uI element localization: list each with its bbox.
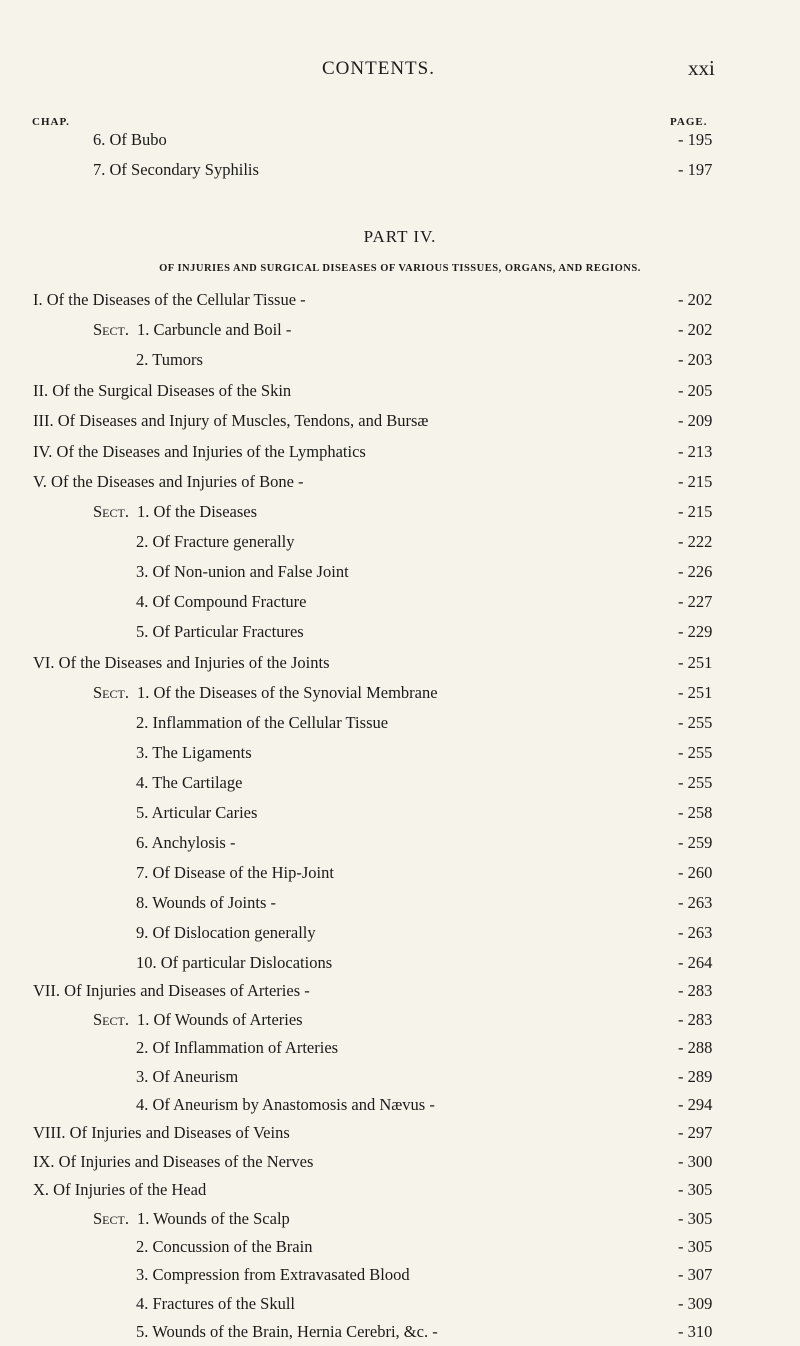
entry-number: 1.: [136, 1010, 154, 1029]
contents-entry: [0, 1233, 800, 1261]
entry-label: [136, 739, 252, 767]
entry-label: [136, 1091, 435, 1119]
entry-page: - 203: [678, 350, 713, 369]
entry-number: 3.: [136, 1067, 153, 1086]
contents-entry: [0, 769, 800, 797]
contents-entry: [0, 799, 800, 827]
entry-page: - 213: [678, 442, 713, 461]
entry-label: [136, 1290, 295, 1318]
entry-label: [93, 156, 259, 184]
entry-page: - 263: [678, 893, 713, 912]
contents-entry: [0, 156, 800, 184]
entry-page: - 294: [678, 1095, 713, 1114]
entry-title: Tumors: [152, 350, 203, 369]
entry-label: [33, 438, 366, 466]
entry-number: I.: [33, 290, 47, 309]
part-subtitle: OF INJURIES AND SURGICAL DISEASES OF VARIOUS TISSUES, ORGANS, AND REGIONS.: [159, 263, 641, 274]
entry-page: - 310: [678, 1322, 713, 1341]
entry-label: [136, 618, 304, 646]
contents-entry: [0, 468, 800, 496]
entry-number: 4.: [136, 773, 153, 792]
entry-number: 3.: [136, 1265, 153, 1284]
entry-label: [33, 977, 310, 1005]
entry-label: [136, 889, 276, 917]
entry-label: [33, 468, 304, 496]
entry-title: Of the Diseases: [153, 502, 258, 521]
entry-title: Of Inflammation of Arteries: [152, 1038, 339, 1057]
entry-number: VI.: [33, 653, 59, 672]
contents-entry: [0, 679, 800, 707]
entry-title: Of Injuries and Diseases of the Nerves: [58, 1152, 314, 1171]
contents-entry: [0, 588, 800, 616]
entry-page: - 289: [678, 1067, 713, 1086]
section-marker: Sect.: [93, 1209, 129, 1228]
chap-column-heading: CHAP.: [32, 116, 70, 128]
entry-number: 5.: [136, 622, 153, 641]
entry-label: [136, 1034, 338, 1062]
section-marker: Sect.: [93, 502, 129, 521]
entry-number: 2.: [136, 713, 153, 732]
entry-label: [136, 799, 257, 827]
entry-page: - 202: [678, 290, 713, 309]
entry-number: 10.: [136, 953, 161, 972]
entry-label: [93, 316, 291, 344]
entry-label: [136, 588, 306, 616]
page-folio: xxi: [688, 56, 715, 80]
contents-entry: [0, 316, 800, 344]
contents-entry: [0, 977, 800, 1005]
entry-number: 1.: [136, 1209, 154, 1228]
contents-entry: [0, 1318, 800, 1346]
entry-page: - 305: [678, 1180, 713, 1199]
entry-label: [136, 346, 203, 374]
entry-number: 2.: [136, 1237, 153, 1256]
entry-number: X.: [33, 1180, 54, 1199]
contents-entry: [0, 1006, 800, 1034]
entry-number: 1.: [136, 320, 154, 339]
entry-label: [33, 649, 330, 677]
entry-page: - 215: [678, 472, 713, 491]
contents-entry: [0, 1205, 800, 1233]
entry-number: 9.: [136, 923, 153, 942]
entry-label: [33, 1176, 206, 1204]
entry-number: VII.: [33, 981, 65, 1000]
entry-page: - 251: [678, 683, 713, 702]
entry-label: [136, 1261, 410, 1289]
entry-title: Of Aneurism by Anastomosis and Nævus -: [152, 1095, 435, 1114]
entry-label: [33, 407, 428, 435]
running-title: CONTENTS.: [322, 58, 435, 79]
entry-title: Of the Diseases and Injuries of the Joints: [58, 653, 330, 672]
entry-label: [33, 1119, 290, 1147]
entry-label: [136, 1233, 312, 1261]
entry-page: - 300: [678, 1152, 713, 1171]
entry-title: The Cartilage: [152, 773, 243, 792]
entry-title: Of Injuries and Diseases of Arteries -: [64, 981, 310, 1000]
entry-page: - 227: [678, 592, 713, 611]
entry-title: Of the Diseases and Injuries of the Lymphatics: [56, 442, 366, 461]
entry-title: Of the Diseases and Injuries of Bone -: [51, 472, 304, 491]
entry-title: Of Injuries of the Head: [53, 1180, 207, 1199]
entry-number: IX.: [33, 1152, 59, 1171]
entry-title: Of Secondary Syphilis: [109, 160, 259, 179]
entry-title: Of Bubo: [109, 130, 167, 149]
entry-title: Inflammation of the Cellular Tissue: [152, 713, 389, 732]
entry-title: Articular Caries: [151, 803, 258, 822]
entry-page: - 309: [678, 1294, 713, 1313]
entry-page: - 195: [678, 130, 713, 149]
entry-title: Of Compound Fracture: [152, 592, 307, 611]
entry-number: 7.: [93, 160, 110, 179]
entry-page: - 255: [678, 743, 713, 762]
contents-entry: [0, 889, 800, 917]
entry-label: [33, 377, 291, 405]
entry-title: Of Non-union and False Joint: [152, 562, 349, 581]
entry-number: 3.: [136, 743, 153, 762]
entry-number: 7.: [136, 863, 153, 882]
entry-label: [136, 919, 316, 947]
entry-title: Carbuncle and Boil -: [153, 320, 292, 339]
entry-title: Wounds of Joints -: [152, 893, 277, 912]
contents-entry: [0, 1261, 800, 1289]
entry-title: Compression from Extravasated Blood: [152, 1265, 410, 1284]
contents-entry: [0, 498, 800, 526]
entry-number: 1.: [136, 683, 154, 702]
entry-number: 3.: [136, 562, 153, 581]
entry-page: - 283: [678, 981, 713, 1000]
entry-page: - 215: [678, 502, 713, 521]
entry-number: 8.: [136, 893, 153, 912]
entry-title: Fractures of the Skull: [152, 1294, 296, 1313]
section-marker: Sect.: [93, 683, 129, 702]
entry-page: - 255: [678, 713, 713, 732]
entry-label: [93, 498, 257, 526]
entry-number: V.: [33, 472, 52, 491]
entry-page: - 197: [678, 160, 713, 179]
entry-title: Anchylosis -: [151, 833, 236, 852]
running-header: [0, 58, 800, 84]
entry-number: 6.: [136, 833, 152, 852]
entry-label: [136, 709, 388, 737]
entry-label: [136, 949, 332, 977]
entry-label: [136, 1318, 438, 1346]
entry-number: III.: [33, 411, 58, 430]
entry-label: [93, 126, 167, 154]
entry-label: [33, 1148, 313, 1176]
contents-entry: [0, 528, 800, 556]
entry-page: - 260: [678, 863, 713, 882]
entry-page: - 288: [678, 1038, 713, 1057]
part-title: PART IV.: [363, 227, 437, 246]
entry-number: 6.: [93, 130, 110, 149]
entry-page: - 297: [678, 1123, 713, 1142]
entry-title: Of Wounds of Arteries: [153, 1010, 303, 1029]
entry-number: 2.: [136, 532, 153, 551]
entry-title: Of the Diseases of the Cellular Tissue -: [46, 290, 306, 309]
entry-label: [136, 558, 349, 586]
entry-page: - 263: [678, 923, 713, 942]
entry-title: Of Disease of the Hip-Joint: [152, 863, 334, 882]
entry-label: [136, 829, 235, 857]
entry-page: - 202: [678, 320, 713, 339]
entry-title: Of the Diseases of the Synovial Membrane: [153, 683, 438, 702]
entry-number: 4.: [136, 1294, 153, 1313]
entry-page: - 307: [678, 1265, 713, 1284]
entry-page: - 226: [678, 562, 713, 581]
entry-page: - 305: [678, 1237, 713, 1256]
entry-number: 2.: [136, 1038, 153, 1057]
entry-title: Of particular Dislocations: [160, 953, 333, 972]
entry-number: 2.: [136, 350, 153, 369]
entry-number: 5.: [136, 1322, 153, 1341]
entry-label: [136, 769, 242, 797]
contents-entry: [0, 649, 800, 677]
entry-page: - 251: [678, 653, 713, 672]
entry-page: - 305: [678, 1209, 713, 1228]
entry-label: [93, 1006, 303, 1034]
entry-title: Of Aneurism: [152, 1067, 239, 1086]
contents-entry: [0, 949, 800, 977]
page-column-heading: PAGE.: [670, 116, 708, 128]
entry-title: The Ligaments: [152, 743, 252, 762]
contents-entry: [0, 618, 800, 646]
contents-entry: [0, 346, 800, 374]
entry-number: VIII.: [33, 1123, 70, 1142]
contents-entry: [0, 1290, 800, 1318]
contents-entry: [0, 1091, 800, 1119]
entry-number: 4.: [136, 1095, 153, 1114]
contents-entry: [0, 859, 800, 887]
contents-entry: [0, 1063, 800, 1091]
entry-number: 5.: [136, 803, 152, 822]
entry-title: Wounds of the Scalp: [153, 1209, 290, 1228]
entry-title: Concussion of the Brain: [152, 1237, 313, 1256]
contents-entry: [0, 739, 800, 767]
entry-title: Of Injuries and Diseases of Veins: [69, 1123, 290, 1142]
entry-title: Of Dislocation generally: [152, 923, 316, 942]
entry-page: - 264: [678, 953, 713, 972]
entry-label: [93, 1205, 290, 1233]
contents-entry: [0, 407, 800, 435]
entry-page: - 258: [678, 803, 713, 822]
entry-label: [93, 679, 438, 707]
entry-title: Wounds of the Brain, Hernia Cerebri, &c. -: [152, 1322, 438, 1341]
entry-page: - 229: [678, 622, 713, 641]
contents-entry: [0, 709, 800, 737]
contents-entry: [0, 286, 800, 314]
contents-entry: [0, 1176, 800, 1204]
entry-label: [136, 859, 334, 887]
entry-title: Of Diseases and Injury of Muscles, Tendons, and Bursæ: [57, 411, 429, 430]
entry-page: - 205: [678, 381, 713, 400]
contents-entry: [0, 829, 800, 857]
entry-page: - 283: [678, 1010, 713, 1029]
entry-label: [136, 1063, 238, 1091]
section-marker: Sect.: [93, 320, 129, 339]
entry-page: - 209: [678, 411, 713, 430]
entry-number: II.: [33, 381, 53, 400]
entry-page: - 259: [678, 833, 713, 852]
entry-number: IV.: [33, 442, 57, 461]
entry-label: [33, 286, 306, 314]
entry-page: - 222: [678, 532, 713, 551]
entry-number: 1.: [136, 502, 154, 521]
contents-entry: [0, 558, 800, 586]
contents-entry: [0, 1148, 800, 1176]
contents-entry: [0, 1119, 800, 1147]
entry-label: [136, 528, 295, 556]
contents-entry: [0, 1034, 800, 1062]
entry-title: Of Particular Fractures: [152, 622, 304, 641]
contents-entry: [0, 919, 800, 947]
contents-entry: [0, 126, 800, 154]
section-marker: Sect.: [93, 1010, 129, 1029]
entry-title: Of Fracture generally: [152, 532, 295, 551]
contents-entry: [0, 438, 800, 466]
entry-title: Of the Surgical Diseases of the Skin: [52, 381, 292, 400]
contents-entry: [0, 377, 800, 405]
entry-page: - 255: [678, 773, 713, 792]
entry-number: 4.: [136, 592, 153, 611]
